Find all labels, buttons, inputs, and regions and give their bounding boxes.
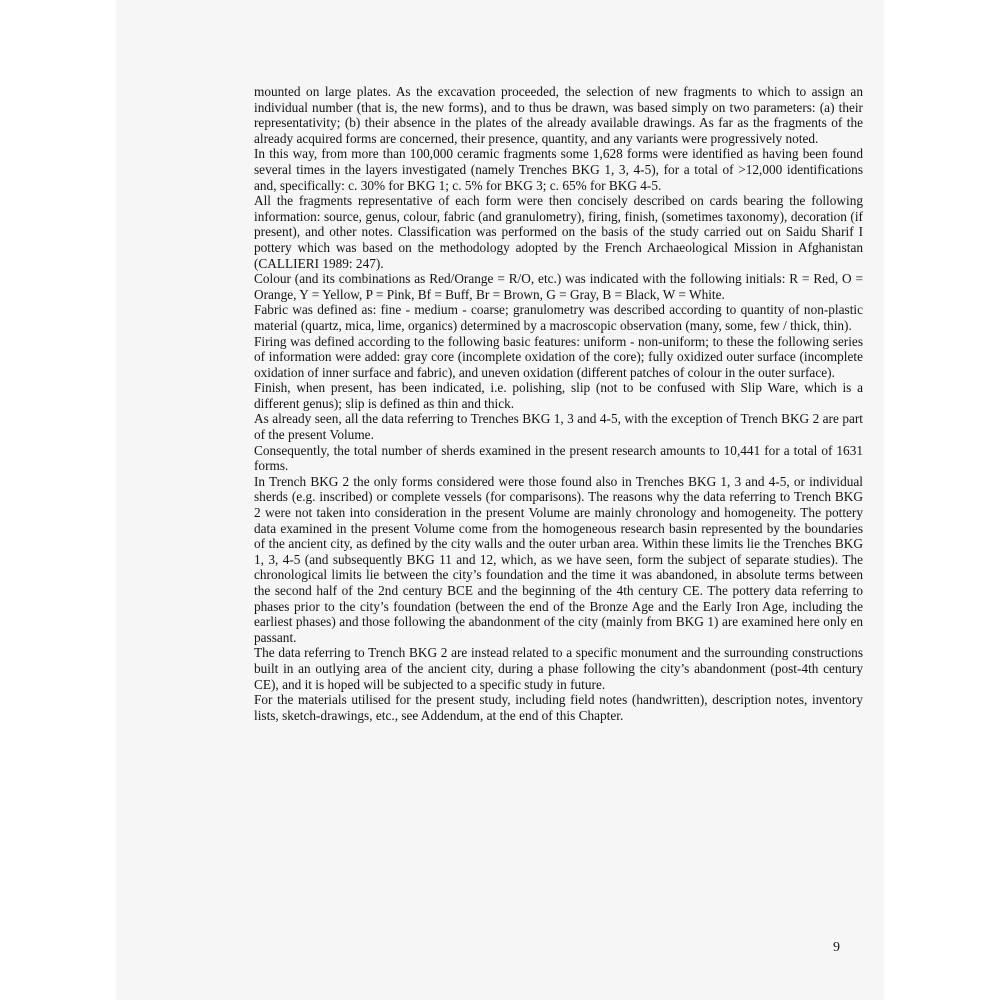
paragraph-5: Fabric was defined as: fine - medium - coarse; granulometry was described according to quantity of non-plastic material (quartz, mica, lime, organics) determined by a macroscopic observation (many, some, few / thick, thin). (254, 302, 863, 333)
body-text (254, 84, 863, 723)
page-number: 9 (833, 940, 840, 955)
paragraph-6: Firing was defined according to the following basic features: uniform - non-uniform; to these the following series of information were added: gray core (incomplete oxidation of the core); fully oxidized outer surface (incomplete oxidation of inner surface and fabric), and uneven oxidation (different patches of colour in the outer surface). (254, 333, 863, 380)
paragraph-8: As already seen, all the data referring to Trenches BKG 1, 3 and 4-5, with the exception of Trench BKG 2 are part of the present Volume. (254, 411, 863, 443)
paragraph-3: All the fragments representative of each form were then concisely described on cards bearing the following information: source, genus, colour, fabric (and granulometry), firing, finish, (sometimes taxonomy), decoration (if present), and other notes. Classification was performed on the basis of the study carried out on Saidu Sharif I pottery which was based on the methodology adopted by the French Archaeological Mission in Afghanistan (CALLIERI 1989: 247). (254, 193, 863, 271)
paragraph-10: In Trench BKG 2 the only forms considered were those found also in Trenches BKG 1, 3 and 4-5, or individual sherds (e.g. inscribed) or complete vessels (for comparisons). The reasons why the data referring to Trench BKG 2 were not taken into consideration in the present Volume are mainly chronology and homogeneity. The pottery data examined in the present Volume come from the homogeneous research basin represented by the boundaries of the ancient city, as defined by the city walls and the outer urban area. Within these limits lie the Trenches BKG 1, 3, 4-5 (and subsequently BKG 11 and 12, which, as we have seen, form the subject of separate studies). The chronological limits lie between the city’s foundation and the time it was abandoned, in absolute terms between the second half of the 2nd century BCE and the beginning of the 4th century CE. The pottery data referring to phases prior to the city’s foundation (between the end of the Bronze Age and the Early Iron Age, including the earliest phases) and those following the abandonment of the city (mainly from BKG 1) are examined here only en passant. (254, 473, 863, 645)
paragraph-2: In this way, from more than 100,000 ceramic fragments some 1,628 forms were identified as having been found several times in the layers investigated (namely Trenches BKG 1, 3, 4-5), for a total of >12,000 identifications and, specifically: c. 30% for BKG 1; c. 5% for BKG 3; c. 65% for BKG 4-5. (254, 146, 863, 193)
paragraph-1: mounted on large plates. As the excavation proceeded, the selection of new fragments to which to assign an individual number (that is, the new forms), and to thus be drawn, was based simply on two parameters: (a) their representativity; (b) their absence in the plates of the already available drawings. As far as the fragments of the already acquired forms are concerned, their presence, quantity, and any variants were progressively noted. (254, 84, 863, 146)
paragraph-9: Consequently, the total number of sherds examined in the present research amounts to 10,441 for a total of 1631 forms. (254, 442, 863, 474)
paragraph-7: Finish, when present, has been indicated, i.e. polishing, slip (not to be confused with Slip Ware, which is a different genus); slip is defined as thin and thick. (254, 380, 863, 411)
document-page (116, 0, 884, 1000)
paragraph-12: For the materials utilised for the present study, including field notes (handwritten), description notes, inventory lists, sketch-drawings, etc., see Addendum, at the end of this Chapter. (254, 692, 863, 723)
paragraph-4: Colour (and its combinations as Red/Orange = R/O, etc.) was indicated with the following initials: R = Red, O = Orange, Y = Yellow, P = Pink, Bf = Buff, Br = Brown, G = Gray, B = Black, W = White. (254, 271, 863, 302)
paragraph-11: The data referring to Trench BKG 2 are instead related to a specific monument and the surrounding constructions built in an outlying area of the ancient city, during a phase following the city’s abandonment (post-4th century CE), and it is hoped will be subjected to a specific study in future. (254, 645, 863, 692)
